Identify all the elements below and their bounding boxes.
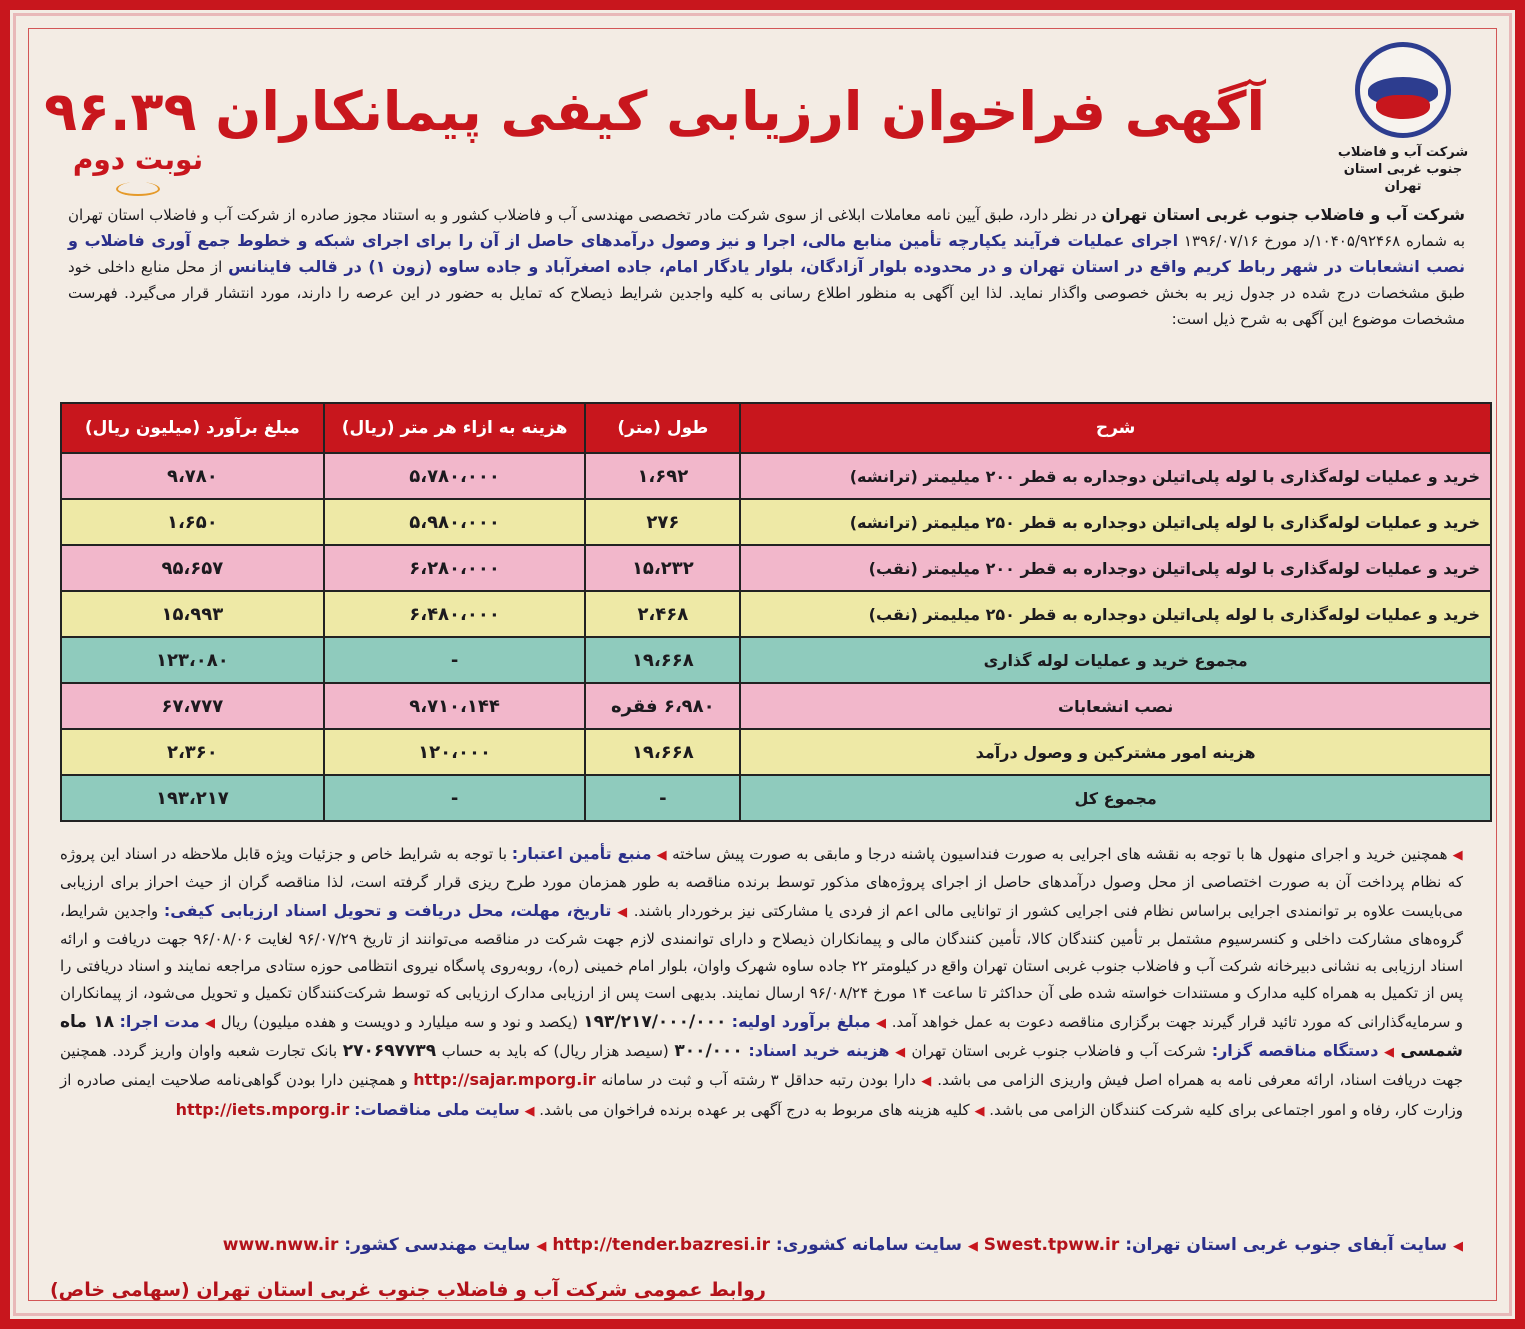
row-length: ۱،۶۹۲ bbox=[585, 453, 740, 499]
row-description: هزینه امور مشترکین و وصول درآمد bbox=[740, 729, 1491, 775]
duration-value: ۱۸ ماه شمسی bbox=[60, 1011, 1463, 1062]
row-total: ۱،۶۵۰ bbox=[61, 499, 324, 545]
estimate-text: (یکصد و نود و سه میلیارد و دویست و هفده میلیون) ریال bbox=[220, 1012, 584, 1031]
arrow-icon: ◀ bbox=[1453, 1239, 1463, 1254]
arrow-icon: ◀ bbox=[617, 904, 629, 920]
col-header-length: طول (متر) bbox=[585, 403, 740, 453]
table-row bbox=[61, 499, 1491, 545]
tender-bazresi-link[interactable]: http://tender.bazresi.ir bbox=[552, 1235, 770, 1255]
row-unit-cost: ۵،۷۸۰،۰۰۰ bbox=[324, 453, 586, 499]
tender-org-text: شرکت آب و فاضلاب جنوب غربی استان تهران bbox=[911, 1042, 1212, 1061]
water-drop-logo-icon bbox=[1355, 42, 1451, 138]
ad-cost-text: کلیه هزینه های مربوط به درج آگهی بر عهده برنده فراخوان می باشد. bbox=[539, 1100, 970, 1119]
national-system-label: سایت سامانه کشوری: bbox=[775, 1235, 962, 1255]
rank-end: و همچنین دارا بودن گواهی‌نامه صلاحیت ایمنی صادره از وزارت کار، رفاه و امور اجتماعی برای کلیه شرکت کنندگان الزامی می باشد. bbox=[60, 1071, 1463, 1119]
conditions-text bbox=[60, 840, 1463, 1250]
table-body bbox=[61, 453, 1491, 821]
iets-link[interactable]: http://iets.mporg.ir bbox=[175, 1099, 350, 1119]
intro-text: در نظر دارد، طبق آیین نامه معاملات ابلاغی از سوی شرکت مادر تخصصی مهندسی آب و فاضلاب کشور و به استناد مجوز صادره از شرکت آب و فاضلاب استان تهران به شماره ۱۰۴۰۵/۹۲۴۶۸/د مورخ ۱۳۹۶/۰۷/۱۶ bbox=[68, 206, 1466, 250]
col-header-cost: هزینه به ازاء هر متر (ریال) bbox=[324, 403, 586, 453]
row-total: ۱۹۳،۲۱۷ bbox=[61, 775, 324, 821]
row-total: ۹۵،۶۵۷ bbox=[61, 545, 324, 591]
row-total: ۱۵،۹۹۳ bbox=[61, 591, 324, 637]
rank-text: دارا بودن رتبه حداقل ۳ رشته آب و ثبت در سامانه bbox=[595, 1071, 916, 1090]
arrow-icon: ◀ bbox=[524, 1103, 535, 1119]
arrow-icon: ◀ bbox=[875, 1015, 887, 1031]
row-length: ۶،۹۸۰ فقره bbox=[585, 683, 740, 729]
tender-org-label: دستگاه مناقصه گزار: bbox=[1211, 1041, 1379, 1061]
arrow-icon: ◀ bbox=[921, 1074, 932, 1090]
manhole-note: همچنین خرید و اجرای منهول ها با توجه به نقشه های اجرایی به صورت فنداسیون پاشنه درجا و مابقی به صورت پیش ساخته bbox=[672, 845, 1448, 863]
intro-paragraph bbox=[68, 202, 1465, 392]
intro-end: از محل منابع داخلی خود طبق مشخصات درج شده در جدول زیر به بخش خصوصی واگذار نماید. لذا این آگهی به منظور اطلاع رسانی به کلیه واجدین شرایط ذیصلاح که تمایل به حضور در این عرصه را دارند، مورد انتشار قرار می‌گیرد. فهرست مشخصات موضوع این آگهی به شرح ذیل است: bbox=[68, 258, 1465, 328]
doc-fee-amount: ۳۰۰/۰۰۰ bbox=[674, 1041, 743, 1062]
table-row bbox=[61, 453, 1491, 499]
row-unit-cost: ۱۲۰،۰۰۰ bbox=[324, 729, 586, 775]
funding-label: منبع تأمین اعتبار: bbox=[511, 844, 652, 863]
row-description: خرید و عملیات لوله‌گذاری با لوله پلی‌اتیلن دوجداره به قطر ۲۰۰ میلیمتر (نقب) bbox=[740, 545, 1491, 591]
row-unit-cost: ۶،۲۸۰،۰۰۰ bbox=[324, 545, 586, 591]
round-badge-text: نوبت دوم bbox=[72, 143, 204, 176]
abfa-site-link[interactable]: Swest.tpww.ir bbox=[983, 1235, 1120, 1255]
company-logo bbox=[1323, 42, 1483, 192]
arrow-icon: ◀ bbox=[204, 1015, 216, 1031]
row-length: ۲،۴۶۸ bbox=[585, 591, 740, 637]
row-description: خرید و عملیات لوله‌گذاری با لوله پلی‌اتیلن دوجداره به قطر ۲۵۰ میلیمتر (نقب) bbox=[740, 591, 1491, 637]
intro-company: شرکت آب و فاضلاب جنوب غربی استان تهران bbox=[1101, 205, 1465, 224]
row-description: مجموع کل bbox=[740, 775, 1491, 821]
row-unit-cost: ۶،۴۸۰،۰۰۰ bbox=[324, 591, 586, 637]
row-length: ۱۹،۶۶۸ bbox=[585, 637, 740, 683]
row-length: ۱۹،۶۶۸ bbox=[585, 729, 740, 775]
page-title: آگهی فراخوان ارزیابی کیفی پیمانکاران ۹۶.۳۹ bbox=[44, 80, 1265, 143]
arrow-icon: ◀ bbox=[1452, 848, 1463, 863]
national-site-label: سایت ملی مناقصات: bbox=[354, 1099, 520, 1119]
logo-company-name: شرکت آب و فاضلاب جنوب غربی استان تهران bbox=[1337, 145, 1469, 194]
table-row bbox=[61, 729, 1491, 775]
row-unit-cost: ۹،۷۱۰،۱۴۴ bbox=[324, 683, 586, 729]
row-unit-cost: - bbox=[324, 775, 586, 821]
row-description: نصب انشعابات bbox=[740, 683, 1491, 729]
row-description: خرید و عملیات لوله‌گذاری با لوله پلی‌اتیلن دوجداره به قطر ۲۰۰ میلیمتر (ترانشه) bbox=[740, 453, 1491, 499]
row-length: ۲۷۶ bbox=[585, 499, 740, 545]
table-row bbox=[61, 545, 1491, 591]
estimate-label: مبلغ برآورد اولیه: bbox=[731, 1011, 871, 1031]
duration-label: مدت اجرا: bbox=[119, 1011, 200, 1031]
nww-link[interactable]: www.nww.ir bbox=[222, 1235, 339, 1255]
table-header-row bbox=[61, 403, 1491, 453]
doc-fee-text: (سیصد هزار ریال) که باید به حساب bbox=[436, 1042, 675, 1061]
round-badge bbox=[68, 138, 208, 198]
row-total: ۱۲۳،۰۸۰ bbox=[61, 637, 324, 683]
doc-fee-end: بانک تجارت شعبه واوان واریز گردد. همچنین جهت دریافت اسناد، ارائه معرفی نامه به همراه اصل فیش واریزی الزامی می باشد. bbox=[60, 1042, 1463, 1090]
dates-label: تاریخ، مهلت، محل دریافت و تحویل اسناد ارزیابی کیفی: bbox=[163, 900, 612, 920]
abfa-site-label: سایت آبفای جنوب غربی استان تهران: bbox=[1125, 1235, 1448, 1255]
arrow-icon: ◀ bbox=[536, 1239, 547, 1254]
engineering-site-label: سایت مهندسی کشور: bbox=[344, 1235, 531, 1255]
table-row bbox=[61, 775, 1491, 821]
arrow-icon: ◀ bbox=[974, 1103, 985, 1119]
swirl-icon bbox=[116, 182, 160, 196]
row-total: ۶۷،۷۷۷ bbox=[61, 683, 324, 729]
arrow-icon: ◀ bbox=[1383, 1045, 1395, 1061]
arrow-icon: ◀ bbox=[895, 1045, 906, 1061]
specs-table bbox=[60, 402, 1492, 822]
row-total: ۲،۳۶۰ bbox=[61, 729, 324, 775]
table-row bbox=[61, 637, 1491, 683]
estimate-amount: ۱۹۳/۲۱۷/۰۰۰/۰۰۰ bbox=[583, 1011, 727, 1032]
arrow-icon: ◀ bbox=[967, 1239, 978, 1254]
sajar-link[interactable]: http://sajar.mporg.ir bbox=[413, 1070, 596, 1090]
public-relations-footer: روابط عمومی شرکت آب و فاضلاب جنوب غربی استان تهران (سهامی خاص) bbox=[50, 1279, 766, 1301]
row-description: مجموع خرید و عملیات لوله گذاری bbox=[740, 637, 1491, 683]
account-number: ۲۷۰۶۹۷۷۳۹ bbox=[342, 1041, 437, 1062]
col-header-total: مبلغ برآورد (میلیون ریال) bbox=[61, 403, 324, 453]
row-length: ۱۵،۲۳۲ bbox=[585, 545, 740, 591]
doc-fee-label: هزینه خرید اسناد: bbox=[748, 1041, 890, 1061]
row-description: خرید و عملیات لوله‌گذاری با لوله پلی‌اتیلن دوجداره به قطر ۲۵۰ میلیمتر (ترانشه) bbox=[740, 499, 1491, 545]
dates-text: واجدین شرایط، گروه‌های مشارکت داخلی و کنسرسیوم مشتمل بر تأمین کنندگان کالا، تأمین کنندگان مالی و پیمانکاران ذیصلاح و دارای توانمندی لازم جهت شرکت در مناقصه می‌توانند از تاریخ ۹۶/۰۷/۲۹ لغایت ۹۶/۰۸/۰۶ جهت دریافت و ارائه اسناد ارزیابی به نشانی دبیرخانه شرکت آب و فاضلاب جنوب غربی استان تهران واقع در کیلومتر ۲۲ جاده ساوه شهرک واوان، بلوار امام خمینی (ره)، روبه‌روی پاسگاه نیروی انتظامی حوزه ستادی مراجعه نمایند و اسناد دریافتی را پس از تکمیل به همراه کلیه مدارک و مستندات خواسته شده طی آن حداکثر تا ساعت ۱۴ مورخ ۹۶/۰۸/۲۴ ارسال نمایند. بدیهی است پس از ارزیابی مدارک ارزیابی که توسط شرکت‌کنندگان تکمیل و تحویل می‌شود، از پیمانکاران و سرمایه‌گذارانی که مورد تائید قرار گیرند جهت برگزاری مناقصه دعوت به عمل خواهد آمد. bbox=[60, 901, 1464, 1031]
row-unit-cost: - bbox=[324, 637, 586, 683]
row-unit-cost: ۵،۹۸۰،۰۰۰ bbox=[324, 499, 586, 545]
intro-subject: اجرای عملیات فرآیند یکپارچه تأمین منابع مالی، اجرا و نیز وصول درآمدهای حاصل از آن را برای اجرای شبکه و خطوط جمع آوری فاضلاب و نصب انشعابات در شهر رباط کریم واقع در استان تهران و در محدوده بلوار آزادگان، بلوار یادگار امام، جاده اصغرآباد و جاده ساوه (زون ۱) در قالب فاینانس bbox=[68, 231, 1465, 276]
col-header-desc: شرح bbox=[740, 403, 1491, 453]
row-length: - bbox=[585, 775, 740, 821]
funding-text: با توجه به شرایط خاص و جزئیات ویژه قابل ملاحظه در اسناد این پروژه که نظام پرداخت آن به صورت اختصاصی از محل وصول درآمدهای حاصل از اجرای پروژه‌های مذکور توسط برنده مناقصه به طور همزمان مورد طرح ریزی قرار گرفته است، لذا مناقصه گران از حیث احراز برای ارزیابی می‌بایست علاوه بر توانمندی اجرایی براساس نظام فنی اجرایی کشور از توانایی مالی اعم از فردی یا مشارکتی نیز برخوردار باشند. bbox=[60, 845, 1463, 920]
table-row bbox=[61, 683, 1491, 729]
arrow-icon: ◀ bbox=[656, 848, 668, 863]
row-total: ۹،۷۸۰ bbox=[61, 453, 324, 499]
table-row bbox=[61, 591, 1491, 637]
websites-row bbox=[60, 1230, 1463, 1260]
